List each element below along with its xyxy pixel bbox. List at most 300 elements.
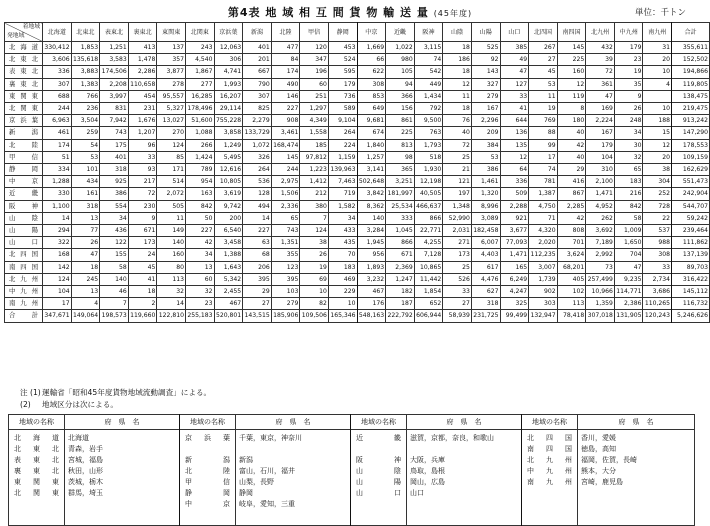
table-cell: 119,660: [128, 310, 157, 322]
table-cell: 68,201: [557, 261, 586, 273]
prefecture-list: 新潟: [239, 456, 253, 464]
column-header: 近畿: [386, 23, 415, 42]
table-cell: 316,422: [672, 273, 710, 285]
table-cell: 1,251: [100, 42, 129, 54]
table-cell: 231,725: [471, 310, 500, 322]
table-cell: 84: [271, 54, 300, 66]
table-cell: 2,455: [214, 286, 243, 298]
table-cell: 194,866: [672, 66, 710, 78]
table-cell: 461: [43, 127, 72, 139]
table-cell: 405: [557, 273, 586, 285]
table-cell: 4,247: [500, 286, 529, 298]
table-cell: 73: [586, 261, 615, 273]
table-cell: 23: [614, 54, 643, 66]
prefecture-column: [407, 430, 522, 526]
column-header: 東関東: [157, 23, 186, 42]
table-cell: 113: [157, 273, 186, 285]
table-cell: 4,540: [185, 54, 214, 66]
table-cell: 5,495: [214, 151, 243, 163]
table-cell: 225: [386, 127, 415, 139]
table-cell: 82: [300, 298, 329, 310]
table-cell: 518: [414, 151, 443, 163]
area-name: 北東北: [14, 445, 59, 453]
table-cell: 307: [243, 90, 272, 102]
table-cell: 701: [557, 237, 586, 249]
table-cell: 29: [243, 286, 272, 298]
table-cell: 395: [271, 273, 300, 285]
row-header: 北九州: [5, 273, 43, 285]
table-cell: 9: [614, 90, 643, 102]
table-cell: 42: [185, 237, 214, 249]
table-cell: 40: [557, 127, 586, 139]
table-cell: 132,947: [529, 310, 558, 322]
table-cell: 33: [443, 286, 472, 298]
table-cell: 110,658: [128, 78, 157, 90]
table-cell: 176: [357, 298, 386, 310]
table-cell: 17: [43, 298, 72, 310]
table-cell: 163: [185, 188, 214, 200]
table-cell: 88: [529, 127, 558, 139]
table-cell: 1,893: [357, 261, 386, 273]
table-cell: 99: [529, 139, 558, 151]
table-cell: 4,741: [214, 66, 243, 78]
table-cell: 18: [128, 286, 157, 298]
area-name: 北四国: [527, 434, 572, 442]
prefecture-header: 府 県 名: [578, 415, 695, 430]
table-cell: 46: [100, 286, 129, 298]
table-cell: 336: [500, 176, 529, 188]
table-cell: 853: [357, 90, 386, 102]
area-name: 中京: [185, 500, 230, 508]
table-row: [5, 66, 710, 78]
table-cell: 743: [100, 127, 129, 139]
row-header: 表東北: [5, 66, 43, 78]
table-cell: 436: [100, 225, 129, 237]
table-cell: 174: [271, 66, 300, 78]
table-cell: 27: [529, 54, 558, 66]
table-cell: 50: [185, 212, 214, 224]
table-cell: 230: [128, 200, 157, 212]
table-cell: 1,247: [386, 273, 415, 285]
table-cell: 98: [386, 151, 415, 163]
table-cell: 2,208: [100, 78, 129, 90]
area-name: 裏東北: [14, 467, 59, 475]
unit-label: 単位：千トン: [634, 8, 686, 18]
table-cell: 861: [386, 115, 415, 127]
table-cell: 34: [328, 212, 357, 224]
table-cell: 222,792: [386, 310, 415, 322]
table-cell: 866: [414, 212, 443, 224]
table-cell: 537: [643, 225, 672, 237]
table-cell: 366: [386, 90, 415, 102]
table-cell: 7,128: [414, 249, 443, 261]
table-cell: 71: [529, 212, 558, 224]
prefecture-list: 宮城，福島: [68, 456, 103, 464]
table-cell: 121: [443, 176, 472, 188]
table-cell: 85: [157, 151, 186, 163]
prefecture-list: 滋賀，京都，奈良，和歌山: [410, 434, 494, 442]
table-cell: 10,966: [586, 286, 615, 298]
table-cell: 143: [471, 66, 500, 78]
table-cell: 47: [71, 249, 100, 261]
table-cell: 58: [614, 212, 643, 224]
row-header: 山陽: [5, 225, 43, 237]
table-cell: 3,089: [471, 212, 500, 224]
table-cell: 2,286: [128, 66, 157, 78]
table-cell: 97,812: [300, 151, 329, 163]
prefecture-list: 岡山，広島: [410, 478, 445, 486]
table-cell: 514: [157, 176, 186, 188]
table-cell: 248: [614, 115, 643, 127]
table-cell: 120,243: [643, 310, 672, 322]
table-cell: 336: [43, 66, 72, 78]
table-cell: 196: [300, 66, 329, 78]
table-cell: 173: [443, 249, 472, 261]
table-cell: 3,692: [586, 225, 615, 237]
table-cell: 454: [128, 90, 157, 102]
table-cell: 671: [128, 225, 157, 237]
table-cell: 40: [443, 127, 472, 139]
area-name: 南四国: [527, 445, 572, 453]
area-name-header: 地域の名称: [522, 415, 578, 430]
table-cell: 1,388: [214, 249, 243, 261]
area-name-column: [522, 430, 578, 526]
table-cell: 1,100: [43, 200, 72, 212]
column-header: 裏東北: [128, 23, 157, 42]
table-cell: 244: [271, 164, 300, 176]
table-cell: 792: [414, 103, 443, 115]
table-cell: 178,496: [185, 103, 214, 115]
table-cell: 1,854: [414, 286, 443, 298]
table-cell: 16,285: [185, 90, 214, 102]
column-header: 北陸: [271, 23, 300, 42]
table-cell: 728: [643, 200, 672, 212]
table-cell: 318: [100, 164, 129, 176]
table-cell: 980: [386, 54, 415, 66]
column-header: 北四国: [529, 23, 558, 42]
table-cell: 120: [300, 42, 329, 54]
area-definition-table: [8, 414, 695, 526]
table-cell: 278: [157, 78, 186, 90]
table-cell: 12: [643, 139, 672, 151]
table-cell: 183: [614, 176, 643, 188]
table-cell: 77,093: [500, 237, 529, 249]
table-cell: 12: [500, 151, 529, 163]
row-header: 中京: [5, 176, 43, 188]
table-cell: 3,007: [529, 261, 558, 273]
table-cell: 182: [386, 286, 415, 298]
table-cell: 29,114: [214, 103, 243, 115]
table-cell: 1,072: [243, 139, 272, 151]
prefecture-list: 大阪，兵庫: [410, 456, 445, 464]
table-cell: 542: [414, 66, 443, 78]
table-cell: 413: [128, 42, 157, 54]
table-row: [5, 273, 710, 285]
table-cell: 227: [243, 225, 272, 237]
table-cell: 307: [43, 78, 72, 90]
table-cell: 1,297: [300, 103, 329, 115]
table-cell: 160: [157, 249, 186, 261]
table-cell: 622: [357, 66, 386, 78]
table-cell: 956: [357, 249, 386, 261]
table-cell: 146: [271, 90, 300, 102]
row-header: 京浜葉: [5, 115, 43, 127]
table-cell: 467: [357, 286, 386, 298]
column-header: 山口: [500, 23, 529, 42]
table-cell: 110,265: [643, 298, 672, 310]
table-cell: 7,463: [328, 176, 357, 188]
table-cell: 867: [557, 188, 586, 200]
table-cell: 140: [157, 237, 186, 249]
area-name-column: [351, 430, 407, 526]
table-cell: 649: [357, 103, 386, 115]
area-name: 中九州: [527, 467, 572, 475]
table-cell: 355,611: [672, 42, 710, 54]
table-cell: 674: [357, 127, 386, 139]
row-header: 山口: [5, 237, 43, 249]
table-cell: 47: [500, 66, 529, 78]
table-row: [5, 139, 710, 151]
table-cell: 954: [185, 176, 214, 188]
table-cell: 200: [214, 212, 243, 224]
table-cell: 264: [243, 164, 272, 176]
table-cell: 494: [243, 200, 272, 212]
table-cell: 145: [271, 151, 300, 163]
table-cell: 266: [185, 139, 214, 151]
table-cell: 1,993: [214, 78, 243, 90]
table-cell: 49: [500, 54, 529, 66]
table-cell: 1,351: [271, 237, 300, 249]
table-cell: 17: [529, 151, 558, 163]
table-cell: 32: [157, 286, 186, 298]
table-row: [5, 286, 710, 298]
row-header: 北四国: [5, 249, 43, 261]
column-header: 京浜葉: [214, 23, 243, 42]
table-row: [5, 212, 710, 224]
table-cell: 10,865: [414, 261, 443, 273]
table-cell: 307,018: [586, 310, 615, 322]
table-cell: 385: [500, 42, 529, 54]
table-cell: 182,458: [471, 225, 500, 237]
table-cell: 60: [185, 273, 214, 285]
table-row: [5, 298, 710, 310]
table-cell: 69: [300, 273, 329, 285]
table-cell: 13: [71, 286, 100, 298]
table-cell: 27: [443, 298, 472, 310]
prefecture-column: [578, 430, 695, 526]
row-header: 新潟: [5, 127, 43, 139]
table-cell: 330: [43, 188, 72, 200]
table-cell: 548,163: [357, 310, 386, 322]
table-cell: 12: [557, 78, 586, 90]
area-name: 阪神: [356, 456, 401, 464]
table-cell: 2,734: [643, 273, 672, 285]
table-cell: 124: [157, 139, 186, 151]
table-cell: 490: [271, 78, 300, 90]
table-cell: 179: [614, 42, 643, 54]
table-cell: 1,582: [328, 200, 357, 212]
table-cell: 124: [300, 225, 329, 237]
table-cell: 866: [386, 237, 415, 249]
table-cell: 1,739: [529, 273, 558, 285]
table-cell: 183: [328, 261, 357, 273]
table-cell: 361: [586, 78, 615, 90]
table-cell: [643, 90, 672, 102]
table-cell: 2,279: [243, 115, 272, 127]
area-name: 近畿: [356, 434, 401, 442]
table-cell: 3,606: [43, 54, 72, 66]
table-cell: 3,624: [557, 249, 586, 261]
table-cell: 2,224: [586, 115, 615, 127]
table-row: [5, 90, 710, 102]
table-cell: 187: [386, 298, 415, 310]
table-cell: 842: [185, 200, 214, 212]
table-cell: 11: [157, 212, 186, 224]
table-cell: 524: [328, 54, 357, 66]
table-cell: 3,619: [214, 188, 243, 200]
table-cell: 14: [157, 298, 186, 310]
table-cell: 2,336: [271, 200, 300, 212]
table-cell: 1,257: [357, 151, 386, 163]
column-header: 北東北: [71, 23, 100, 42]
table-cell: 122,810: [157, 310, 186, 322]
table-cell: 174: [43, 139, 72, 151]
table-cell: 227: [185, 225, 214, 237]
table-cell: 10,805: [214, 176, 243, 188]
table-cell: 769: [529, 115, 558, 127]
table-cell: 2,072: [157, 188, 186, 200]
column-header: 山陽: [471, 23, 500, 42]
table-cell: 155: [100, 249, 129, 261]
table-cell: 2,992: [586, 249, 615, 261]
flow-matrix-table: [4, 22, 710, 323]
area-name-column: [9, 430, 65, 526]
table-cell: 52,990: [443, 212, 472, 224]
table-cell: 245: [71, 273, 100, 285]
row-header: 阪神: [5, 200, 43, 212]
table-cell: 347: [300, 54, 329, 66]
table-cell: 1,424: [185, 151, 214, 163]
table-cell: 525: [471, 42, 500, 54]
table-cell: 743: [271, 225, 300, 237]
area-name-header: 地域の名称: [9, 415, 65, 430]
column-header: 北九州: [586, 23, 615, 42]
table-cell: 8,362: [357, 200, 386, 212]
table-cell: 175: [100, 139, 129, 151]
table-cell: 433: [328, 225, 357, 237]
table-row: [5, 54, 710, 66]
table-cell: 264: [328, 127, 357, 139]
table-cell: 181,997: [386, 188, 415, 200]
table-cell: 1,471: [586, 188, 615, 200]
table-cell: 225: [557, 54, 586, 66]
prefecture-list: 香川，愛媛: [581, 434, 616, 442]
table-cell: 416: [557, 176, 586, 188]
table-cell: 33: [643, 261, 672, 273]
table-cell: 242,904: [672, 188, 710, 200]
table-cell: 60: [300, 78, 329, 90]
table-cell: 466,637: [414, 200, 443, 212]
table-cell: 160: [557, 66, 586, 78]
table-cell: 25: [443, 151, 472, 163]
corner-destination-label: 着地域: [22, 24, 40, 30]
table-row: [5, 103, 710, 115]
table-cell: 186: [443, 54, 472, 66]
table-cell: 140: [357, 212, 386, 224]
corner-cell: [5, 23, 43, 42]
table-cell: 217: [128, 176, 157, 188]
table-cell: 252: [643, 188, 672, 200]
prefecture-list: 千葉，東京，神奈川: [239, 434, 302, 442]
table-cell: 790: [243, 78, 272, 90]
table-cell: 7,189: [586, 237, 615, 249]
table-cell: 2: [128, 298, 157, 310]
table-cell: 3,858: [214, 127, 243, 139]
table-cell: 128: [243, 188, 272, 200]
table-cell: 244: [43, 103, 72, 115]
table-cell: 671: [386, 249, 415, 261]
table-cell: 781: [529, 176, 558, 188]
table-cell: 902: [529, 286, 558, 298]
table-cell: 279: [271, 298, 300, 310]
title-year: (45年度): [433, 9, 473, 18]
table-cell: 41: [500, 103, 529, 115]
table-cell: 99,499: [500, 310, 529, 322]
table-cell: 33: [500, 90, 529, 102]
column-header: 中九州: [614, 23, 643, 42]
row-header: 北関東: [5, 103, 43, 115]
table-cell: 1,669: [357, 42, 386, 54]
table-cell: 536: [243, 176, 272, 188]
table-cell: 3,461: [271, 127, 300, 139]
table-cell: 23: [185, 298, 214, 310]
table-cell: 64: [500, 164, 529, 176]
area-name: 北海道: [14, 434, 59, 442]
table-cell: 9,104: [328, 115, 357, 127]
table-cell: 12,063: [214, 42, 243, 54]
table-cell: 76: [443, 115, 472, 127]
table-cell: 1,207: [128, 127, 157, 139]
column-header: 合計: [672, 23, 710, 42]
table-cell: 3,677: [500, 225, 529, 237]
table-cell: 119: [557, 90, 586, 102]
column-header: 南九州: [643, 23, 672, 42]
table-cell: 59,242: [672, 212, 710, 224]
table-cell: 169: [586, 103, 615, 115]
table-cell: 667: [243, 66, 272, 78]
table-cell: 551,473: [672, 176, 710, 188]
table-cell: 168,474: [271, 139, 300, 151]
table-cell: 308: [357, 78, 386, 90]
table-cell: 70: [328, 249, 357, 261]
table-cell: 255,183: [185, 310, 214, 322]
table-cell: 32: [614, 151, 643, 163]
table-cell: 304: [643, 176, 672, 188]
table-cell: 380: [300, 200, 329, 212]
table-cell: 11: [529, 90, 558, 102]
table-cell: 1,930: [414, 164, 443, 176]
table-row: [5, 127, 710, 139]
table-cell: 831: [100, 103, 129, 115]
table-cell: 20: [643, 151, 672, 163]
table-cell: 135,618: [71, 54, 100, 66]
table-cell: 384: [471, 139, 500, 151]
column-header: 阪神: [414, 23, 443, 42]
table-cell: 5,342: [214, 273, 243, 285]
table-cell: 65: [271, 212, 300, 224]
table-cell: 988: [643, 237, 672, 249]
column-header: 南四国: [557, 23, 586, 42]
